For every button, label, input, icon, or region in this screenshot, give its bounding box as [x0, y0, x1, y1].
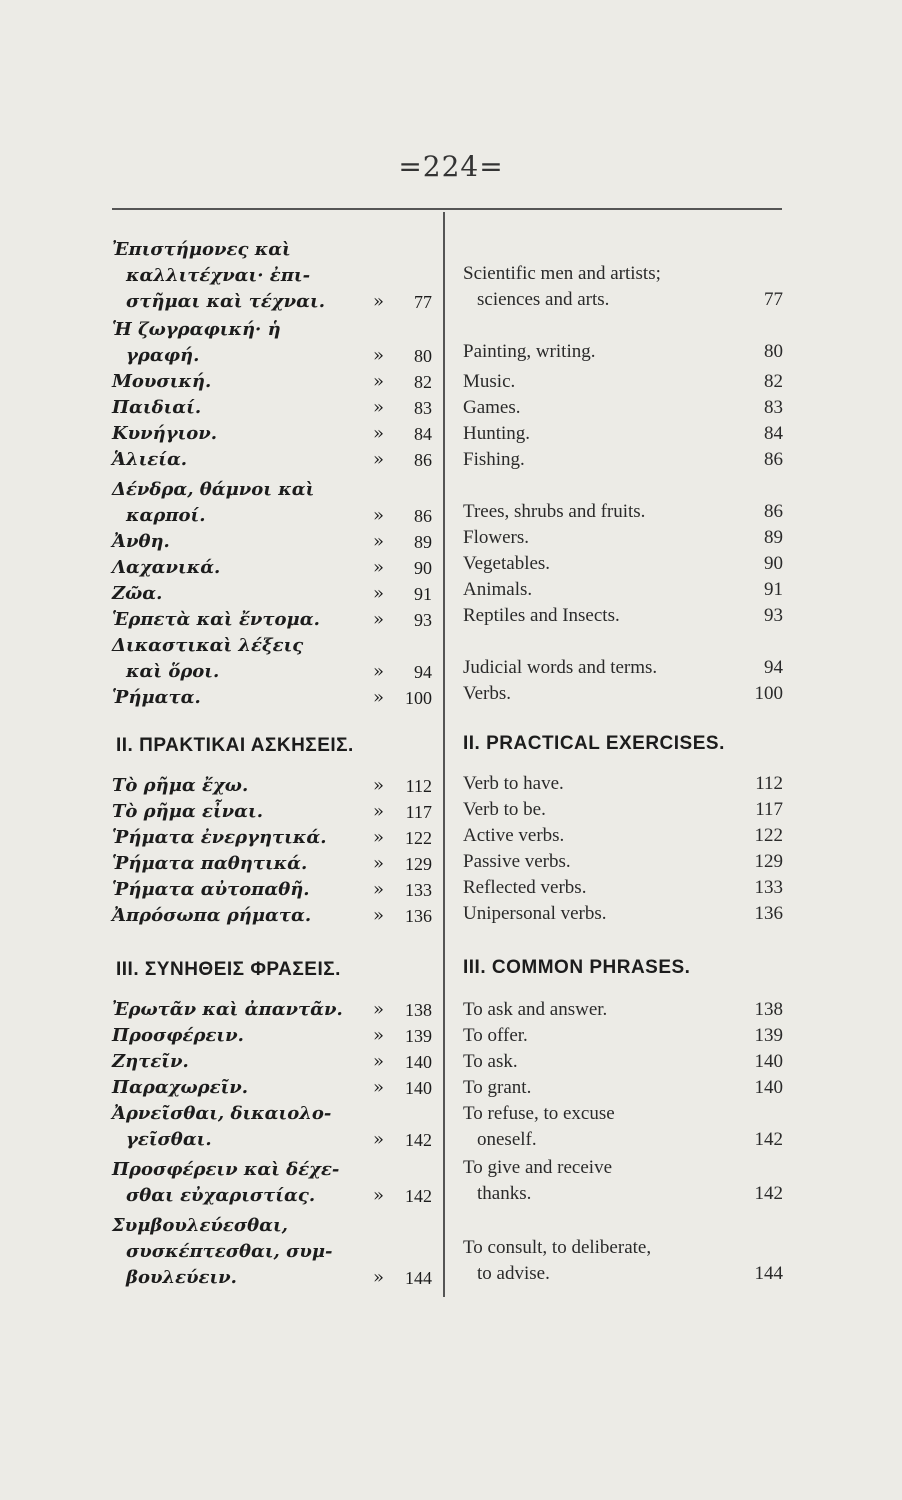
english-entry-text: Reptiles and Insects. [463, 605, 620, 626]
greek-entry-line [112, 448, 434, 472]
greek-entry-line [112, 1050, 434, 1074]
greek-entry-line [112, 370, 434, 394]
ditto-mark: » [372, 687, 384, 708]
english-page-ref: 83 [764, 397, 783, 418]
english-page-ref: 117 [755, 799, 783, 820]
greek-page-ref: 90 [414, 558, 432, 578]
english-entry-line [463, 526, 783, 550]
greek-entry-text: Ῥήματα. [112, 687, 201, 708]
english-page-ref: 133 [754, 877, 783, 898]
english-entry-text: Verb to be. [463, 799, 546, 820]
english-entry-line [463, 1262, 783, 1286]
english-entry-text: To consult, to deliberate, [463, 1237, 652, 1258]
greek-entry-text: Ἐπιστήμονες καὶ [112, 239, 291, 260]
english-entry-line [463, 772, 783, 796]
greek-entry-text: Ῥήματα αὐτοπαθῆ. [112, 879, 310, 900]
english-entry-line [463, 1102, 783, 1126]
greek-entry-text: Κυνήγιον. [112, 423, 218, 444]
english-entry-line [463, 262, 783, 286]
english-entry-text: To give and receive [463, 1157, 613, 1178]
english-entry-text: Painting, writing. [463, 341, 596, 362]
greek-entry-text: καὶ ὅροι. [126, 661, 220, 682]
english-entry-line [463, 288, 783, 312]
english-entry-line [463, 656, 783, 680]
greek-entry-text: Τὸ ρῆμα ἔχω. [112, 775, 249, 796]
english-page-ref: 90 [764, 553, 783, 574]
greek-entry-text: Μουσική. [112, 371, 212, 392]
greek-entry-text: γεῖσθαι. [126, 1129, 212, 1150]
english-entry-line [463, 1182, 783, 1206]
ditto-mark: » [372, 505, 384, 526]
ditto-mark: » [372, 291, 384, 312]
english-page-ref: 80 [764, 341, 783, 362]
english-entry-text: thanks. [477, 1183, 532, 1204]
english-page-ref: 77 [764, 289, 783, 310]
ditto-mark: » [372, 449, 384, 470]
greek-entry-line [112, 634, 434, 658]
greek-page-ref: 93 [414, 610, 432, 630]
greek-entry-text: Ἁλιεία. [112, 449, 188, 470]
english-entry-text: Reflected verbs. [463, 877, 587, 898]
greek-entry-line [112, 998, 434, 1022]
english-entry-text: Passive verbs. [463, 851, 571, 872]
greek-entry-text: Παιδιαί. [112, 397, 202, 418]
ditto-mark: » [372, 1267, 384, 1288]
english-entry-text: Animals. [463, 579, 533, 600]
greek-entry-line [112, 904, 434, 928]
greek-entry-text: Παραχωρεῖν. [112, 1077, 249, 1098]
ditto-mark: » [372, 1051, 384, 1072]
english-page-ref: 140 [754, 1051, 783, 1072]
greek-page-ref: 142 [405, 1130, 432, 1150]
greek-page-ref: 100 [405, 688, 432, 708]
greek-page-ref: 140 [405, 1078, 432, 1098]
ditto-mark: » [372, 583, 384, 604]
english-entry-line [463, 448, 783, 472]
english-page-ref: 122 [754, 825, 783, 846]
english-entry-line [463, 1128, 783, 1152]
english-entry-line [463, 1050, 783, 1074]
ditto-mark: » [372, 879, 384, 900]
ditto-mark: » [372, 557, 384, 578]
greek-page-ref: 80 [414, 346, 432, 366]
english-entry-text: Judicial words and terms. [463, 657, 658, 678]
greek-entry-text: Ζητεῖν. [112, 1051, 189, 1072]
greek-entry-line [112, 396, 434, 420]
english-entry-text: To ask and answer. [463, 999, 608, 1020]
greek-page-ref: 84 [414, 424, 432, 444]
english-entry-line [463, 396, 783, 420]
english-entry-text: To grant. [463, 1077, 532, 1098]
english-entry-text: Flowers. [463, 527, 529, 548]
greek-entry-text: καλλιτέχναι· ἐπι- [126, 265, 311, 286]
greek-page-ref: 77 [414, 292, 432, 312]
greek-entry-line [112, 800, 434, 824]
greek-entry-text: Δικαστικαὶ λέξεις [112, 635, 304, 656]
greek-entry-line [112, 1024, 434, 1048]
ditto-mark: » [372, 661, 384, 682]
greek-entry-line [112, 504, 434, 528]
english-entry-text: to advise. [477, 1263, 550, 1284]
english-entry-line [463, 824, 783, 848]
ditto-mark: » [372, 609, 384, 630]
greek-page-ref: 138 [405, 1000, 432, 1020]
ditto-mark: » [372, 371, 384, 392]
english-page-ref: 112 [755, 773, 783, 794]
greek-entry-line [112, 1158, 434, 1182]
english-page-ref: 138 [754, 999, 783, 1020]
english-entry-line [463, 552, 783, 576]
greek-entry-text: Τὸ ρῆμα εἶναι. [112, 801, 263, 822]
english-entry-line [463, 500, 783, 524]
english-entry-text: To ask. [463, 1051, 518, 1072]
greek-entry-text: Δένδρα, θάμνοι καὶ [112, 479, 315, 500]
english-page-ref: 142 [754, 1129, 783, 1150]
english-page-ref: 139 [754, 1025, 783, 1046]
ditto-mark: » [372, 423, 384, 444]
ditto-mark: » [372, 531, 384, 552]
english-page-ref: 82 [764, 371, 783, 392]
ditto-mark: » [372, 827, 384, 848]
greek-entry-text: Ζῶα. [112, 583, 163, 604]
english-page-ref: 144 [754, 1263, 783, 1284]
greek-entry-text: Προσφέρειν καὶ δέχε- [112, 1159, 340, 1180]
greek-entry-line [112, 1076, 434, 1100]
english-entry-line [463, 998, 783, 1022]
english-entry-text: Hunting. [463, 423, 531, 444]
english-page-ref: 129 [754, 851, 783, 872]
english-entry-line [463, 1156, 783, 1180]
greek-entry-line [112, 774, 434, 798]
greek-page-ref: 82 [414, 372, 432, 392]
greek-page-ref: 94 [414, 662, 432, 682]
greek-entry-text: στῆμαι καὶ τέχναι. [126, 291, 326, 312]
column-divider [443, 212, 445, 1297]
greek-page-ref: 133 [405, 880, 432, 900]
page-number: =224= [398, 150, 504, 183]
greek-entry-line [112, 1240, 434, 1264]
english-page-ref: 136 [754, 903, 783, 924]
english-entry-text: Verb to have. [463, 773, 564, 794]
greek-entry-line [112, 686, 434, 710]
greek-entry-line [112, 1184, 434, 1208]
greek-page-ref: 136 [405, 906, 432, 926]
greek-entry-text: καρποί. [126, 505, 206, 526]
greek-entry-text: Συμβουλεύεσθαι, [112, 1215, 288, 1236]
greek-entry-text: Ῥήματα παθητικά. [112, 853, 308, 874]
greek-entry-line [112, 1266, 434, 1290]
greek-entry-text: Ἐρωτᾶν καὶ ἀπαντᾶν. [112, 999, 343, 1020]
english-section-heading: II. PRACTICAL EXERCISES. [463, 733, 725, 754]
ditto-mark: » [372, 853, 384, 874]
english-entry-line [463, 850, 783, 874]
greek-entry-line [112, 530, 434, 554]
greek-page-ref: 91 [414, 584, 432, 604]
english-entry-line [463, 798, 783, 822]
greek-entry-line [112, 318, 434, 342]
ditto-mark: » [372, 905, 384, 926]
english-page-ref: 100 [754, 683, 783, 704]
greek-entry-text: Ἡ ζωγραφική· ἡ [112, 319, 281, 340]
english-entry-text: oneself. [477, 1129, 537, 1150]
greek-entry-text: Ἑρπετὰ καὶ ἔντομα. [112, 609, 320, 630]
english-entry-line [463, 1076, 783, 1100]
greek-entry-line [112, 1102, 434, 1126]
greek-entry-text: βουλεύειν. [126, 1267, 237, 1288]
greek-entry-line [112, 1128, 434, 1152]
ditto-mark: » [372, 397, 384, 418]
english-entry-text: To refuse, to excuse [463, 1103, 615, 1124]
greek-page-ref: 129 [405, 854, 432, 874]
greek-entry-text: Ἀνθη. [112, 531, 170, 552]
english-page-ref: 93 [764, 605, 783, 626]
greek-page-ref: 83 [414, 398, 432, 418]
english-page-ref: 94 [764, 657, 783, 678]
english-entry-line [463, 1024, 783, 1048]
ditto-mark: » [372, 1129, 384, 1150]
greek-page-ref: 112 [405, 776, 432, 796]
english-entry-text: Trees, shrubs and fruits. [463, 501, 646, 522]
ditto-mark: » [372, 1025, 384, 1046]
greek-entry-line [112, 478, 434, 502]
english-entry-text: Unipersonal verbs. [463, 903, 607, 924]
top-rule [112, 208, 782, 210]
english-entry-line [463, 578, 783, 602]
greek-entry-text: Ῥήματα ἐνεργητικά. [112, 827, 327, 848]
english-entry-text: Fishing. [463, 449, 525, 470]
ditto-mark: » [372, 801, 384, 822]
english-entry-text: Music. [463, 371, 516, 392]
greek-entry-text: συσκέπτεσθαι, συμ- [126, 1241, 333, 1262]
english-entry-line [463, 682, 783, 706]
english-entry-text: Active verbs. [463, 825, 565, 846]
greek-entry-text: Ἀπρόσωπα ρήματα. [112, 905, 312, 926]
greek-entry-text: Λαχανικά. [112, 557, 221, 578]
english-entry-text: Games. [463, 397, 521, 418]
greek-page-ref: 89 [414, 532, 432, 552]
greek-page-ref: 140 [405, 1052, 432, 1072]
english-page-ref: 84 [764, 423, 783, 444]
greek-page-ref: 117 [405, 802, 432, 822]
greek-entry-line [112, 1214, 434, 1238]
greek-entry-line [112, 608, 434, 632]
english-entry-line [463, 1236, 783, 1260]
english-page-ref: 91 [764, 579, 783, 600]
greek-entry-text: Προσφέρειν. [112, 1025, 244, 1046]
greek-entry-text: σθαι εὐχαριστίας. [126, 1185, 316, 1206]
greek-entry-text: Ἀρνεῖσθαι, δικαιολο- [112, 1103, 332, 1124]
ditto-mark: » [372, 999, 384, 1020]
greek-page-ref: 142 [405, 1186, 432, 1206]
greek-entry-line [112, 264, 434, 288]
english-page-ref: 86 [764, 501, 783, 522]
ditto-mark: » [372, 1185, 384, 1206]
greek-entry-line [112, 826, 434, 850]
greek-entry-text: γραφή. [126, 345, 200, 366]
greek-entry-line [112, 852, 434, 876]
english-section-heading: III. COMMON PHRASES. [463, 957, 691, 978]
greek-entry-line [112, 582, 434, 606]
ditto-mark: » [372, 1077, 384, 1098]
english-entry-text: Verbs. [463, 683, 512, 704]
greek-section-heading: II. ΠΡΑΚΤΙΚΑΙ ΑΣΚΗΣΕΙΣ. [116, 735, 354, 756]
english-entry-line [463, 340, 783, 364]
english-entry-text: sciences and arts. [477, 289, 610, 310]
greek-entry-line [112, 660, 434, 684]
greek-page-ref: 122 [405, 828, 432, 848]
english-entry-line [463, 876, 783, 900]
greek-entry-line [112, 878, 434, 902]
english-entry-line [463, 370, 783, 394]
english-page-ref: 140 [754, 1077, 783, 1098]
english-entry-line [463, 902, 783, 926]
greek-page-ref: 86 [414, 450, 432, 470]
greek-entry-line [112, 556, 434, 580]
ditto-mark: » [372, 775, 384, 796]
english-page-ref: 89 [764, 527, 783, 548]
english-entry-text: Scientific men and artists; [463, 263, 661, 284]
greek-section-heading: III. ΣΥΝΗΘΕΙΣ ΦΡΑΣΕΙΣ. [116, 959, 341, 980]
greek-page-ref: 86 [414, 506, 432, 526]
greek-page-ref: 144 [405, 1268, 432, 1288]
greek-entry-line [112, 238, 434, 262]
english-page-ref: 142 [754, 1183, 783, 1204]
greek-page-ref: 139 [405, 1026, 432, 1046]
greek-entry-line [112, 344, 434, 368]
english-entry-text: Vegetables. [463, 553, 551, 574]
greek-entry-line [112, 422, 434, 446]
ditto-mark: » [372, 345, 384, 366]
english-entry-line [463, 422, 783, 446]
english-page-ref: 86 [764, 449, 783, 470]
english-entry-text: To offer. [463, 1025, 528, 1046]
greek-entry-line [112, 290, 434, 314]
english-entry-line [463, 604, 783, 628]
